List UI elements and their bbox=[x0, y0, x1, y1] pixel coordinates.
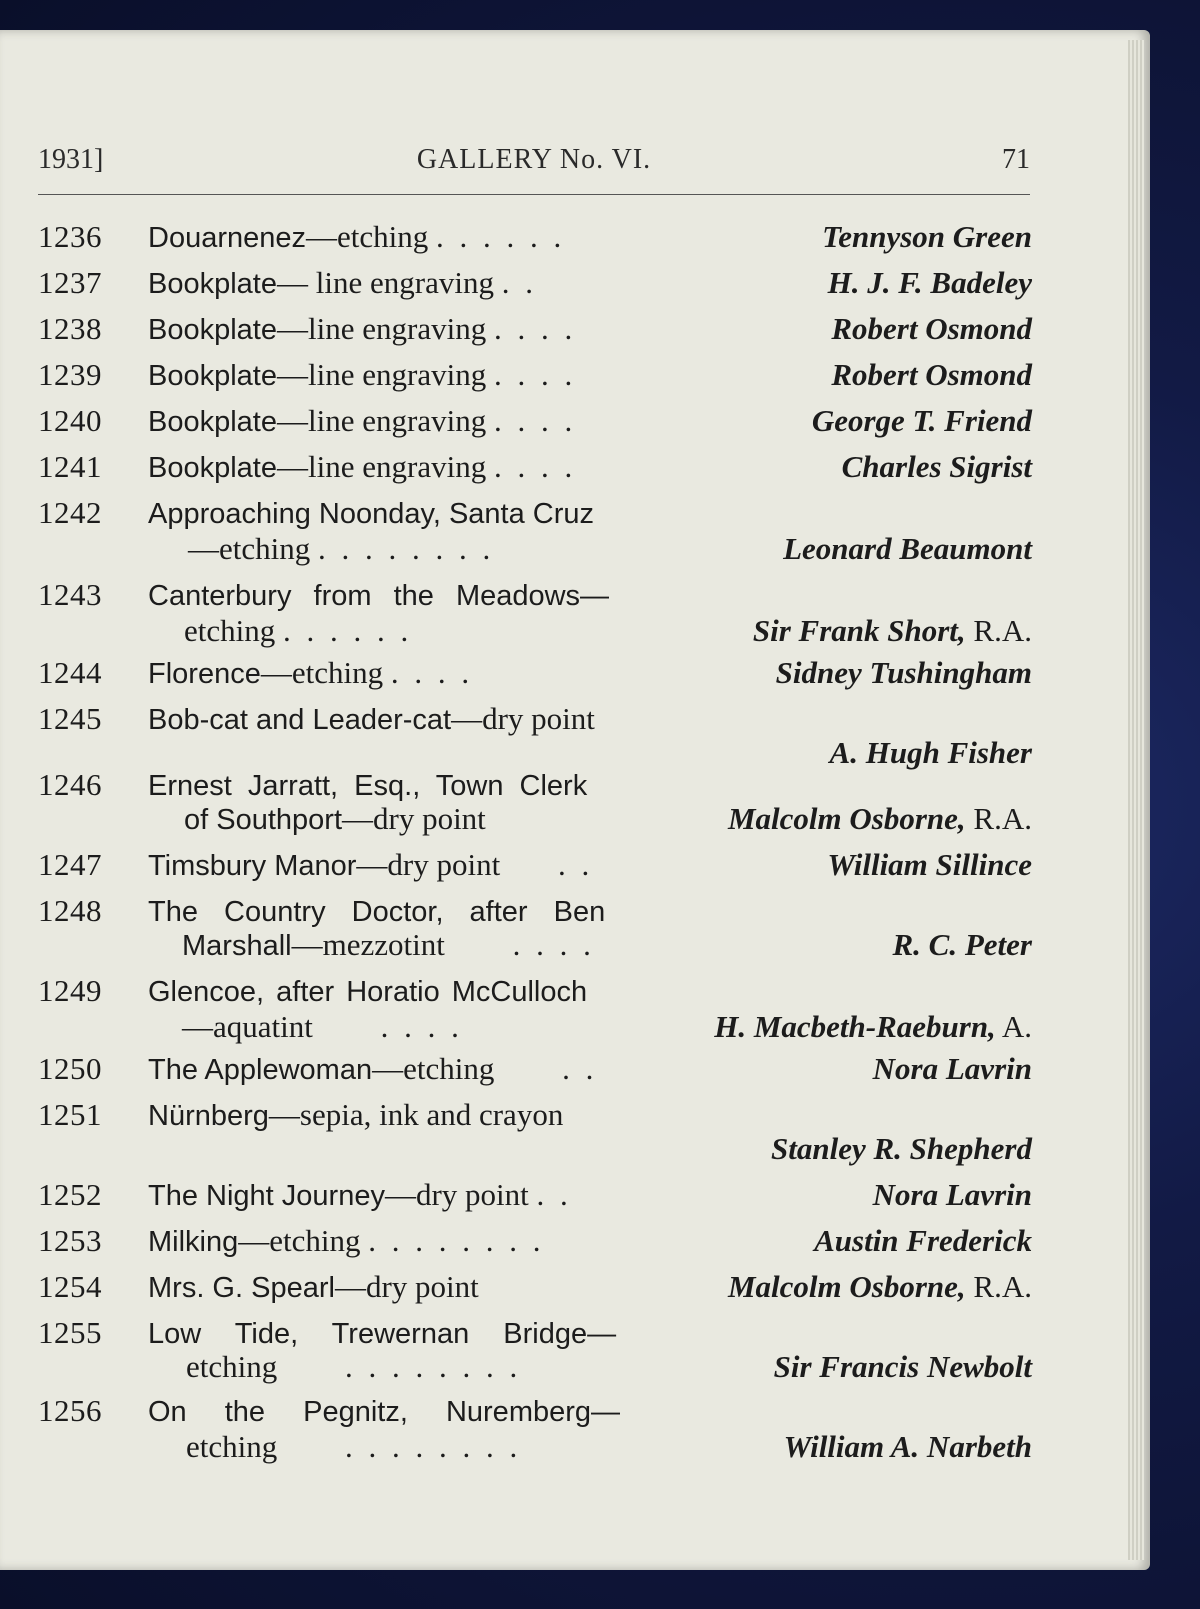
entry-title: Bookplate bbox=[148, 268, 277, 300]
entry-line bbox=[148, 973, 1032, 1013]
entry-artist bbox=[771, 1131, 1032, 1167]
entry-medium: etching bbox=[186, 1429, 278, 1464]
entry-medium: —dry point bbox=[451, 701, 595, 736]
catalogue-entry bbox=[38, 449, 1032, 489]
entry-title: Canterbury from the Meadows— bbox=[148, 580, 610, 612]
entry-title: Bob-cat and Leader-cat bbox=[148, 704, 452, 736]
entry-number: 1238 bbox=[38, 311, 102, 346]
catalogue-entry bbox=[38, 219, 1032, 259]
catalogue-entry bbox=[38, 847, 1032, 887]
entry-line bbox=[148, 219, 1032, 259]
entry-number: 1255 bbox=[38, 1315, 102, 1350]
entry-number: 1243 bbox=[38, 577, 102, 612]
entry-line bbox=[148, 265, 1032, 305]
entry-artist bbox=[783, 531, 1032, 567]
entry-artist bbox=[873, 1051, 1032, 1087]
leader-dots: . . bbox=[501, 265, 537, 300]
entry-title: of Southport bbox=[184, 804, 342, 836]
entry-line bbox=[148, 357, 1032, 397]
entry-medium: — line engraving bbox=[277, 265, 494, 300]
entry-artist bbox=[831, 311, 1032, 347]
entry-number: 1256 bbox=[38, 1393, 102, 1428]
entry-artist bbox=[842, 449, 1032, 485]
entry-medium: —sepia, ink and crayon bbox=[268, 1097, 564, 1132]
entry-number: 1248 bbox=[38, 893, 102, 928]
entry-line bbox=[148, 403, 1032, 443]
entry-artist bbox=[831, 357, 1032, 393]
entry-line bbox=[148, 1223, 1032, 1263]
entry-medium: —dry point bbox=[334, 1269, 479, 1304]
catalogue-entry bbox=[38, 1097, 1032, 1173]
artist-suffix: R.A. bbox=[965, 801, 1032, 836]
entry-medium: etching bbox=[186, 1349, 278, 1384]
entry-number: 1245 bbox=[38, 701, 102, 736]
catalogue-entry bbox=[38, 655, 1032, 695]
entry-line bbox=[148, 847, 1032, 887]
entry-artist bbox=[814, 1223, 1032, 1259]
entry-line bbox=[148, 449, 1032, 489]
catalogue-entry bbox=[38, 311, 1032, 351]
entry-medium: —etching bbox=[306, 219, 429, 254]
entry-number: 1254 bbox=[38, 1269, 102, 1304]
entry-medium: —line engraving bbox=[277, 403, 487, 438]
entry-title: Glencoe, after Horatio McCulloch bbox=[148, 976, 588, 1008]
entry-artist bbox=[830, 735, 1032, 771]
artist-name: H. J. F. Badeley bbox=[827, 265, 1032, 300]
entry-line bbox=[148, 1131, 1032, 1171]
entry-line bbox=[148, 1009, 1032, 1049]
leader-dots: . . . . . . . . bbox=[345, 1429, 522, 1464]
entry-medium: etching bbox=[184, 613, 276, 648]
header-year: 1931] bbox=[38, 144, 104, 175]
entry-title: Bookplate bbox=[148, 360, 277, 392]
leader-dots: . . . . bbox=[390, 655, 474, 690]
entry-artist bbox=[753, 613, 1032, 649]
catalogue-entry bbox=[38, 357, 1032, 397]
header-title: GALLERY No. VI. bbox=[416, 144, 652, 175]
artist-name: Sir Francis Newbolt bbox=[773, 1349, 1032, 1384]
entry-number: 1250 bbox=[38, 1051, 102, 1086]
catalogue-entry bbox=[38, 1393, 1032, 1469]
leader-dots: . . . . bbox=[493, 403, 577, 438]
entry-artist bbox=[812, 403, 1032, 439]
leader-dots: . . . . . . bbox=[283, 613, 413, 648]
entry-artist bbox=[784, 1429, 1032, 1465]
artist-name: Austin Frederick bbox=[814, 1223, 1032, 1258]
entry-number: 1241 bbox=[38, 449, 102, 484]
entry-number: 1237 bbox=[38, 265, 102, 300]
entry-medium: —line engraving bbox=[277, 311, 487, 346]
artist-name: R. C. Peter bbox=[892, 927, 1032, 962]
artist-name: H. Macbeth-Raeburn, bbox=[714, 1009, 996, 1044]
entry-line bbox=[148, 1177, 1032, 1217]
entry-number: 1247 bbox=[38, 847, 102, 882]
leader-dots: . . bbox=[557, 847, 594, 882]
entry-title: Approaching Noonday, Santa Cruz bbox=[148, 498, 595, 530]
artist-suffix: A. bbox=[995, 1009, 1032, 1044]
catalogue-entry bbox=[38, 403, 1032, 443]
entry-medium: —aquatint bbox=[182, 1009, 313, 1044]
entry-artist bbox=[776, 655, 1032, 691]
catalogue-entry bbox=[38, 495, 1032, 571]
leader-dots: . . . . . . . . bbox=[368, 1223, 545, 1258]
catalogue-entry bbox=[38, 1051, 1032, 1091]
catalogue-entry bbox=[38, 1223, 1032, 1263]
catalogue-entry bbox=[38, 1315, 1032, 1391]
entry-number: 1253 bbox=[38, 1223, 102, 1258]
entry-line bbox=[148, 655, 1032, 695]
entry-title: Milking bbox=[148, 1226, 239, 1258]
artist-name: William A. Narbeth bbox=[783, 1429, 1032, 1464]
entry-title: Low Tide, Trewernan Bridge— bbox=[148, 1318, 617, 1350]
entry-title: The Night Journey bbox=[148, 1180, 385, 1212]
artist-name: Nora Lavrin bbox=[872, 1177, 1032, 1212]
entry-title: Timsbury Manor bbox=[148, 850, 357, 882]
entry-line bbox=[148, 311, 1032, 351]
entry-line bbox=[148, 1393, 1032, 1433]
entry-medium: —etching bbox=[260, 655, 384, 690]
entry-medium: —dry point bbox=[384, 1177, 529, 1212]
leader-dots: . . . . . . . . bbox=[318, 531, 495, 566]
artist-name: Malcolm Osborne, bbox=[727, 801, 966, 836]
catalogue-entry bbox=[38, 767, 1032, 843]
entry-medium: —line engraving bbox=[277, 357, 487, 392]
artist-name: Robert Osmond bbox=[831, 357, 1032, 392]
entry-title: Nürnberg bbox=[148, 1100, 269, 1132]
artist-name: Tennyson Green bbox=[822, 219, 1032, 254]
entry-line bbox=[148, 495, 1032, 535]
leader-dots: . . . . bbox=[512, 927, 595, 962]
entry-title: Marshall bbox=[182, 930, 292, 962]
leader-dots: . . bbox=[562, 1051, 598, 1086]
entry-title: Douarnenez bbox=[148, 222, 306, 254]
catalogue-entry bbox=[38, 577, 1032, 653]
entry-number: 1246 bbox=[38, 767, 102, 802]
entry-medium: —etching bbox=[238, 1223, 361, 1258]
entry-line bbox=[148, 801, 1032, 841]
entry-title: Bookplate bbox=[148, 406, 277, 438]
entry-title: The Applewoman bbox=[148, 1054, 373, 1086]
entry-artist bbox=[827, 847, 1032, 883]
entry-medium: —dry point bbox=[356, 847, 501, 882]
leader-dots: . . bbox=[536, 1177, 572, 1212]
entry-line bbox=[148, 613, 1032, 653]
entry-number: 1252 bbox=[38, 1177, 102, 1212]
leader-dots: . . . . bbox=[380, 1009, 463, 1044]
entry-line bbox=[148, 1051, 1032, 1091]
page-number: 71 bbox=[1002, 144, 1030, 175]
entry-number: 1244 bbox=[38, 655, 102, 690]
entry-artist bbox=[828, 265, 1032, 301]
entry-number: 1240 bbox=[38, 403, 102, 438]
entry-medium: —dry point bbox=[342, 801, 486, 836]
artist-name: Leonard Beaumont bbox=[783, 531, 1032, 566]
entry-number: 1242 bbox=[38, 495, 102, 530]
catalogue-entry bbox=[38, 1177, 1032, 1217]
entry-medium: —line engraving bbox=[277, 449, 487, 484]
catalogue-entry bbox=[38, 893, 1032, 969]
leader-dots: . . . . bbox=[493, 449, 577, 484]
artist-name: Sir Frank Short, bbox=[752, 613, 966, 648]
entry-medium: —mezzotint bbox=[291, 927, 445, 962]
entry-line bbox=[148, 577, 1032, 617]
artist-name: William Sillince bbox=[827, 847, 1032, 882]
entry-medium: —etching bbox=[188, 531, 311, 566]
artist-name: Robert Osmond bbox=[831, 311, 1032, 346]
artist-name: Sidney Tushingham bbox=[775, 655, 1032, 690]
entry-title: Ernest Jarratt, Esq., Town Clerk bbox=[148, 770, 588, 802]
artist-name: A. Hugh Fisher bbox=[829, 735, 1032, 770]
entry-number: 1251 bbox=[38, 1097, 102, 1132]
catalogue-entry bbox=[38, 265, 1032, 305]
entry-artist bbox=[822, 219, 1032, 255]
artist-name: Stanley R. Shepherd bbox=[771, 1131, 1032, 1166]
entry-number: 1239 bbox=[38, 357, 102, 392]
entry-title: On the Pegnitz, Nuremberg— bbox=[148, 1396, 621, 1428]
leader-dots: . . . . bbox=[493, 311, 577, 346]
entry-artist bbox=[728, 801, 1032, 837]
entry-number: 1236 bbox=[38, 219, 102, 254]
entry-artist bbox=[774, 1349, 1032, 1385]
artist-name: George T. Friend bbox=[811, 403, 1032, 438]
leader-dots: . . . . bbox=[493, 357, 577, 392]
artist-name: Nora Lavrin bbox=[872, 1051, 1032, 1086]
artist-suffix: R.A. bbox=[965, 613, 1032, 648]
artist-name: Malcolm Osborne, bbox=[727, 1269, 966, 1304]
catalogue-entry bbox=[38, 1269, 1032, 1309]
artist-name: Charles Sigrist bbox=[841, 449, 1032, 484]
leader-dots: . . . . . . . . bbox=[345, 1349, 522, 1384]
leader-dots: . . . . . . bbox=[436, 219, 566, 254]
entry-title: Bookplate bbox=[148, 452, 277, 484]
entry-line bbox=[148, 927, 1032, 967]
catalogue-entry bbox=[38, 973, 1032, 1049]
entry-title: The Country Doctor, after Ben bbox=[148, 896, 606, 928]
entry-title: Bookplate bbox=[148, 314, 277, 346]
entry-artist bbox=[893, 927, 1033, 963]
entry-artist bbox=[873, 1177, 1032, 1213]
entry-line bbox=[148, 1269, 1032, 1309]
entry-line bbox=[148, 1429, 1032, 1469]
entry-artist bbox=[714, 1009, 1032, 1045]
entry-medium: —etching bbox=[372, 1051, 495, 1086]
entry-number: 1249 bbox=[38, 973, 102, 1008]
entry-title: Florence bbox=[148, 658, 261, 690]
catalogue-entry bbox=[38, 701, 1032, 777]
entry-line bbox=[148, 531, 1032, 571]
entry-title: Mrs. G. Spearl bbox=[148, 1272, 335, 1304]
entry-line bbox=[148, 1349, 1032, 1389]
entry-artist bbox=[728, 1269, 1032, 1305]
artist-suffix: R.A. bbox=[965, 1269, 1032, 1304]
